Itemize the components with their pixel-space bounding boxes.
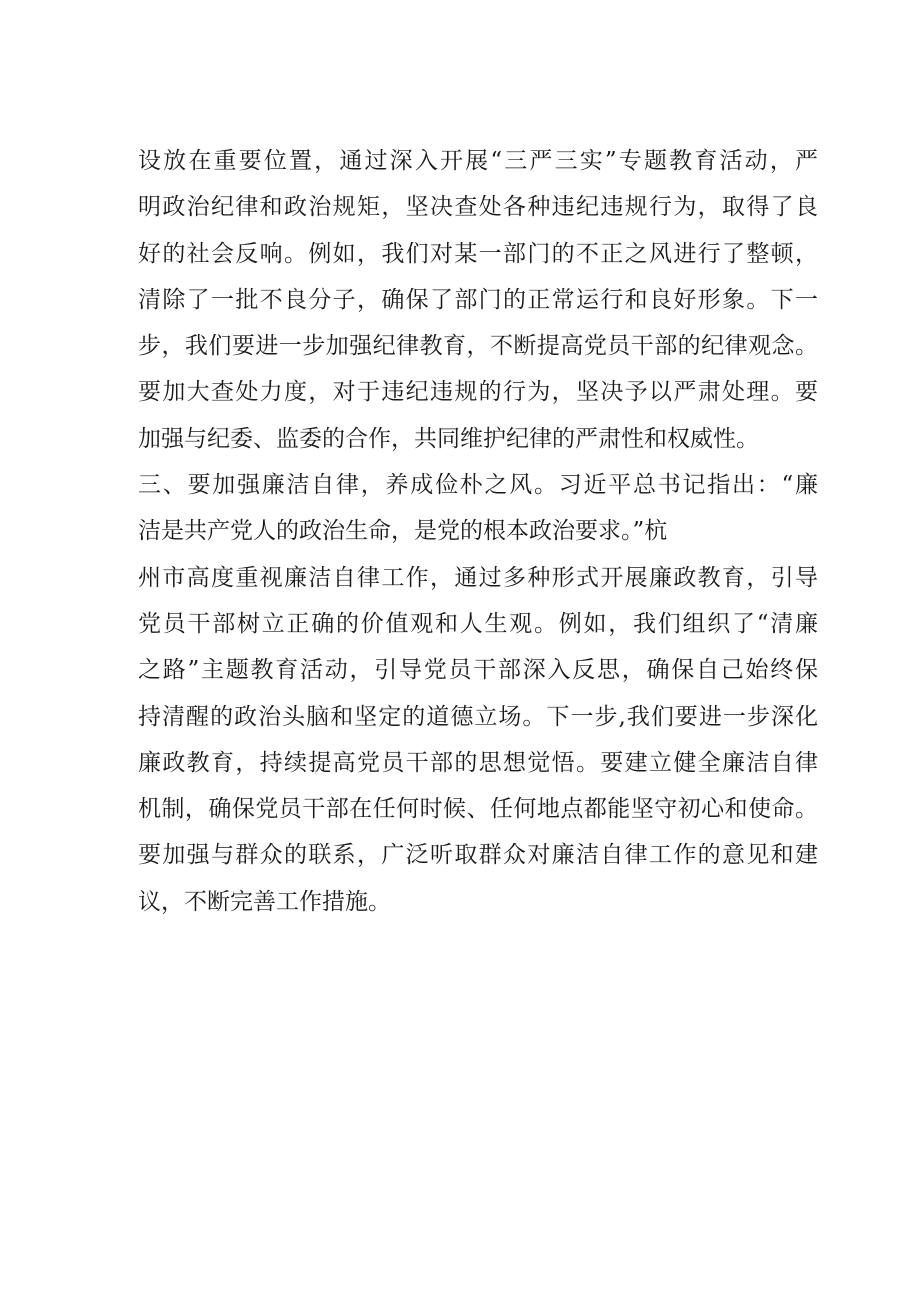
text-line: 持清醒的政治头脑和坚定的道德立场。下一步,我们要进一步深化 — [138, 703, 818, 730]
text-line: 要加大查处力度，对于违纪违规的行为，坚决予以严肃处理。要 — [138, 379, 818, 406]
text-line: 党员干部树立正确的价值观和人生观。例如，我们组织了“清廉 — [138, 610, 818, 637]
text-line: 步，我们要进一步加强纪律教育，不断提高党员干部的纪律观念。 — [138, 333, 818, 360]
body-text — [138, 138, 818, 925]
text-line: 明政治纪律和政治规矩，坚决查处各种违纪违规行为，取得了良 — [138, 194, 818, 221]
text-line: 廉政教育，持续提高党员干部的思想觉悟。要建立健全廉洁自律 — [138, 749, 818, 776]
text-line: 洁是共产党人的政治生命，是党的根本政治要求。”杭 — [138, 518, 668, 545]
text-line: 州市高度重视廉洁自律工作，通过多种形式开展廉政教育，引导 — [138, 564, 818, 591]
text-line: 机制，确保党员干部在任何时候、任何地点都能坚守初心和使命。 — [138, 796, 818, 823]
text-line: 三、要加强廉洁自律，养成俭朴之风。习近平总书记指出：“廉 — [138, 472, 818, 499]
text-line: 要加强与群众的联系，广泛听取群众对廉洁自律工作的意见和建 — [138, 842, 818, 869]
text-line: 之路”主题教育活动，引导党员干部深入反思，确保自己始终保 — [138, 657, 818, 684]
text-line: 议，不断完善工作措施。 — [138, 888, 391, 915]
text-line: 设放在重要位置，通过深入开展“三严三实”专题教育活动，严 — [138, 148, 818, 174]
text-line: 清除了一批不良分子，确保了部门的正常运行和良好形象。下一 — [138, 286, 818, 313]
text-line: 好的社会反响。例如，我们对某一部门的不正之风进行了整顿， — [138, 240, 818, 267]
text-line: 加强与纪委、监委的合作，共同维护纪律的严肃性和权威性。 — [138, 425, 759, 452]
